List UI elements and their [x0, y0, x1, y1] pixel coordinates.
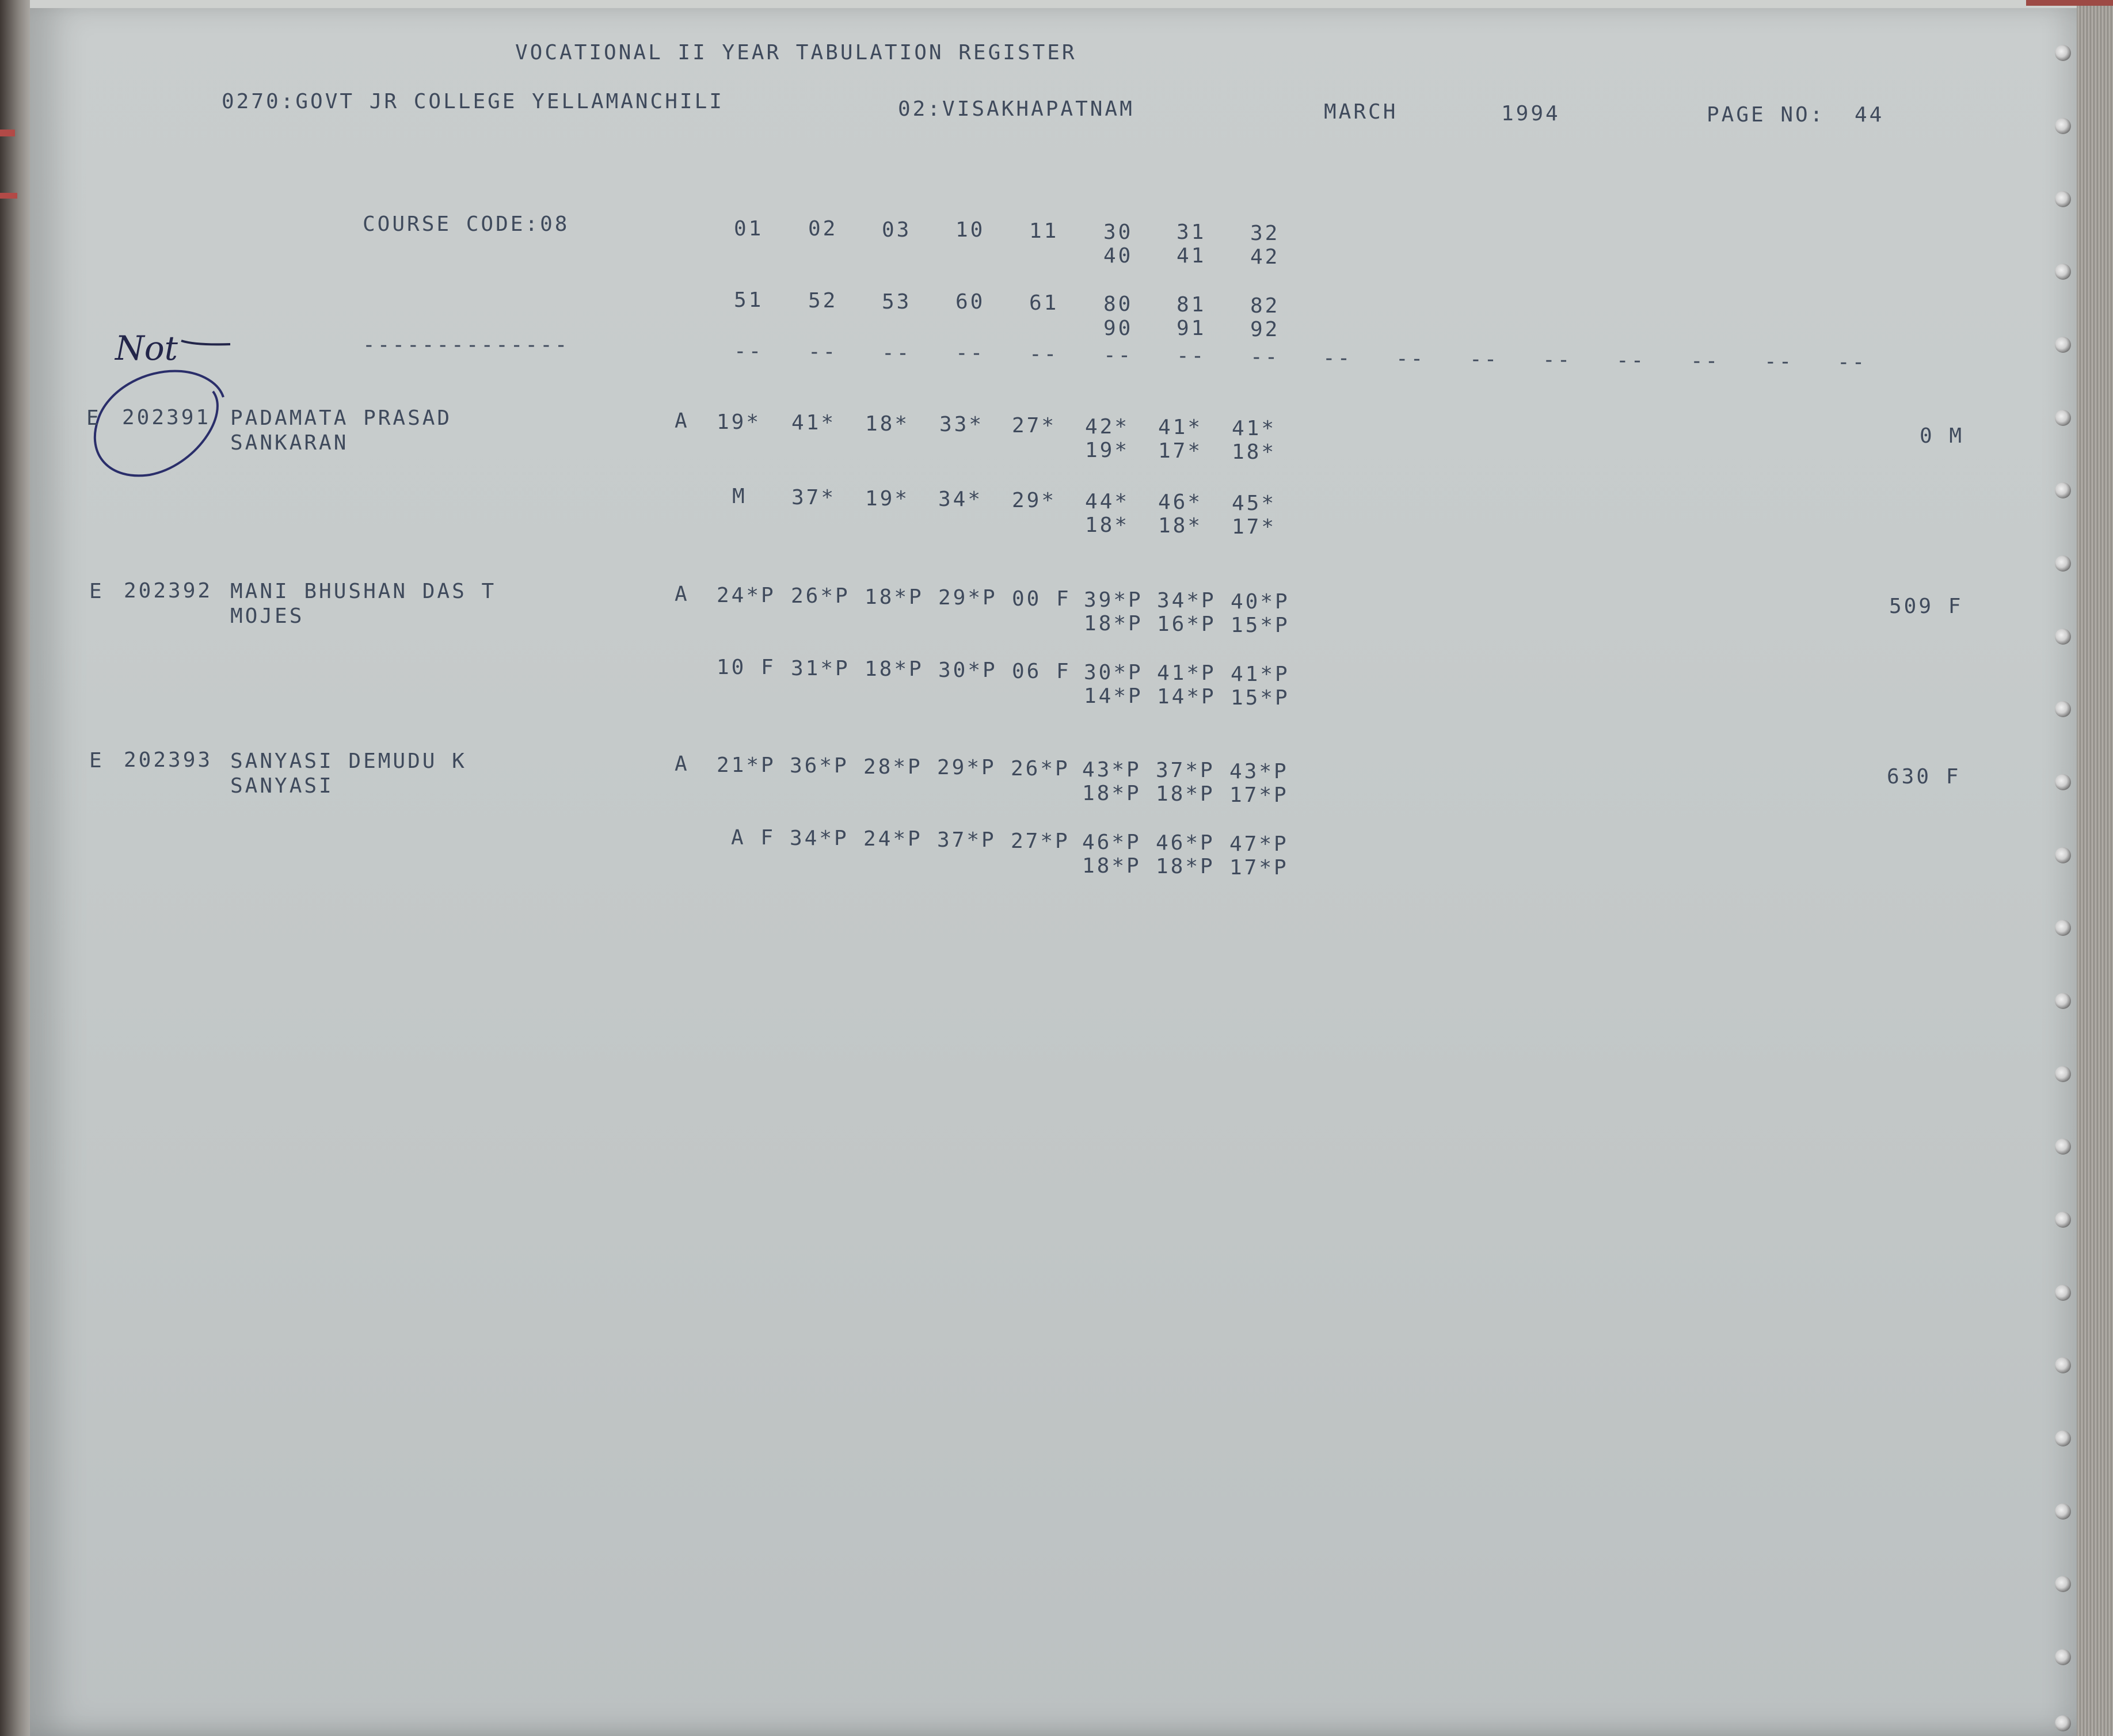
dash-cell: --	[1323, 347, 1353, 370]
dash-cell: --	[1250, 345, 1280, 369]
subject-code: 81	[1177, 293, 1206, 317]
mark-cell: 21*P	[717, 753, 776, 777]
mark-cell: 29*P	[937, 756, 996, 779]
binder-red-tab	[0, 193, 17, 199]
student-roll: 202391	[122, 406, 211, 429]
dash-cell: --	[734, 340, 764, 363]
dash-cell: --	[1837, 351, 1867, 374]
dash-cell: --	[808, 340, 838, 364]
mark-cell: 06 F	[1012, 660, 1071, 683]
subject-code: 90	[1103, 317, 1133, 340]
mark-cell: 40*P	[1231, 590, 1290, 614]
subject-code: 30	[1103, 220, 1133, 244]
dash-cell: --	[955, 341, 985, 365]
subject-code: 42	[1250, 245, 1280, 269]
subject-code: 60	[955, 290, 985, 314]
sprocket-hole	[2055, 482, 2071, 498]
student-name-line2: SANKARAN	[230, 431, 349, 455]
sprocket-hole	[2055, 993, 2071, 1009]
mark-cell: 24*P	[863, 827, 923, 851]
mark-cell: 18*	[1232, 440, 1277, 464]
mark-cell: 41*P	[1157, 661, 1216, 685]
subject-code: 03	[882, 218, 912, 242]
subject-code: 41	[1177, 244, 1206, 268]
college-name: 0270:GOVT JR COLLEGE YELLAMANCHILI	[222, 90, 724, 113]
mark-cell: 27*P	[1011, 829, 1070, 853]
binder-spine	[0, 0, 35, 1736]
mark-cell: 24*P	[717, 584, 776, 607]
mark-cell: 34*P	[790, 827, 849, 850]
mark-cell: 33*	[939, 413, 984, 436]
dash-cell: --	[1691, 349, 1720, 373]
student-total: 509 F	[1889, 595, 1963, 618]
sprocket-hole	[2055, 1285, 2071, 1301]
exam-month: MARCH	[1324, 100, 1398, 124]
dash-cell: --	[1396, 347, 1426, 371]
mark-cell: 17*P	[1229, 783, 1289, 807]
dash-cell: --	[1764, 350, 1794, 374]
subject-code: 91	[1177, 317, 1206, 340]
dash-cell: --	[1469, 348, 1499, 371]
mark-cell: 19*	[1085, 439, 1130, 462]
dash-cell: --	[1543, 348, 1573, 372]
marks-row-label: M	[732, 485, 747, 508]
dash-cell: --	[1029, 342, 1059, 366]
mark-cell: 18*P	[865, 657, 924, 681]
mark-cell: 18*P	[1084, 612, 1143, 635]
student-total: 0 M	[1920, 424, 1964, 448]
mark-cell: 18*	[865, 412, 910, 436]
mark-cell: 29*	[1012, 489, 1057, 512]
marks-row-label: A	[675, 409, 690, 433]
mark-cell: 46*	[1158, 490, 1203, 514]
subject-code: 52	[808, 289, 838, 313]
sprocket-hole	[2055, 264, 2071, 280]
subject-code: 92	[1250, 318, 1280, 341]
page-top-strip	[30, 0, 2079, 8]
sprocket-hole	[2055, 118, 2071, 134]
register-title: VOCATIONAL II YEAR TABULATION REGISTER	[515, 41, 1077, 64]
mark-cell: 43*P	[1082, 758, 1141, 782]
sprocket-hole	[2055, 337, 2071, 353]
sprocket-hole	[2055, 1576, 2071, 1592]
mark-cell: 31*P	[791, 657, 850, 680]
dash-cell: --	[882, 341, 912, 365]
mark-cell: 34*P	[1157, 589, 1216, 612]
mark-cell: 18*	[1085, 513, 1130, 537]
student-roll: 202393	[124, 748, 213, 772]
svg-text:Not: Not	[115, 329, 178, 368]
mark-cell: 17*P	[1229, 856, 1289, 880]
subject-code: 61	[1029, 291, 1059, 315]
subject-code: 40	[1103, 244, 1133, 268]
sprocket-hole	[2055, 191, 2071, 207]
mark-cell: 41*	[1232, 417, 1277, 440]
sprocket-hole	[2055, 1430, 2071, 1446]
mark-cell: 45*	[1232, 492, 1277, 515]
mark-cell: 17*	[1232, 515, 1277, 539]
subject-code: 53	[882, 290, 912, 314]
dash-cell: --	[1177, 344, 1206, 368]
mark-cell: 41*	[791, 411, 836, 435]
sprocket-hole	[2055, 1649, 2071, 1665]
exam-year: 1994	[1501, 102, 1560, 125]
dash-cell: --	[1103, 344, 1133, 367]
subject-code: 02	[808, 217, 838, 241]
student-name: SANYASI DEMUDU K	[230, 749, 467, 773]
mark-cell: 18*P	[1156, 782, 1215, 806]
mark-cell: 27*	[1012, 414, 1057, 437]
district-name: 02:VISAKHAPATNAM	[898, 97, 1134, 121]
sprocket-hole	[2055, 920, 2071, 936]
mark-cell: 43*P	[1229, 760, 1289, 783]
student-status: E	[89, 749, 104, 772]
student-name: PADAMATA PRASAD	[230, 406, 452, 430]
subject-code: 32	[1250, 222, 1280, 245]
mark-cell: 18*P	[1156, 855, 1215, 878]
mark-cell: 19*	[717, 410, 762, 434]
subject-code: 82	[1250, 294, 1280, 318]
sprocket-hole	[2055, 701, 2071, 717]
student-roll: 202392	[124, 579, 213, 603]
mark-cell: 26*P	[791, 584, 850, 608]
mark-cell: A F	[731, 826, 776, 850]
marks-row-label: A	[675, 583, 690, 606]
subject-code: 80	[1103, 292, 1133, 316]
sprocket-hole	[2055, 410, 2071, 426]
mark-cell: 10 F	[717, 656, 776, 679]
stacked-page-edges	[2077, 0, 2113, 1736]
mark-cell: 28*P	[863, 755, 923, 779]
ledger-red-edge	[2026, 0, 2113, 6]
student-name: MANI BHUSHAN DAS T	[230, 580, 497, 603]
course-code: COURSE CODE:08	[363, 212, 570, 236]
sprocket-hole	[2055, 1212, 2071, 1228]
student-total: 630 F	[1887, 765, 1961, 789]
mark-cell: 39*P	[1084, 588, 1143, 612]
sprocket-hole	[2055, 1715, 2071, 1731]
mark-cell: 36*P	[790, 754, 849, 778]
sprocket-hole	[2055, 45, 2071, 61]
mark-cell: 14*P	[1084, 684, 1143, 708]
mark-cell: 37*	[791, 486, 836, 509]
mark-cell: 46*P	[1082, 831, 1141, 854]
sprocket-hole	[2055, 1139, 2071, 1155]
mark-cell: 46*P	[1156, 831, 1215, 855]
page-number-label: PAGE NO:	[1707, 103, 1825, 127]
sprocket-hole	[2055, 1066, 2071, 1082]
page-number: 44	[1855, 103, 1884, 127]
sprocket-hole	[2055, 774, 2071, 790]
student-status: E	[86, 406, 101, 430]
mark-cell: 15*P	[1231, 686, 1290, 710]
mark-cell: 37*P	[1156, 759, 1215, 782]
mark-cell: 41*	[1158, 416, 1203, 439]
mark-cell: 26*P	[1011, 757, 1070, 781]
subject-code: 31	[1177, 220, 1206, 244]
mark-cell: 17*	[1158, 439, 1203, 463]
mark-cell: 47*P	[1229, 832, 1289, 856]
separator-rule: --------------	[363, 333, 570, 357]
marks-row-label: A	[675, 752, 690, 776]
mark-cell: 30*P	[1084, 661, 1143, 684]
binder-red-tab	[0, 130, 15, 136]
dash-cell: --	[1616, 349, 1646, 372]
mark-cell: 18*	[1158, 514, 1203, 538]
mark-cell: 18*P	[1082, 854, 1141, 878]
student-status: E	[89, 580, 104, 603]
mark-cell: 42*	[1085, 415, 1130, 439]
sprocket-hole	[2055, 847, 2071, 863]
mark-cell: 37*P	[937, 828, 996, 852]
sprocket-hole	[2055, 555, 2071, 572]
mark-cell: 14*P	[1157, 685, 1216, 709]
subject-code: 10	[955, 218, 985, 242]
subject-code: 01	[734, 217, 764, 241]
subject-code: 11	[1029, 219, 1059, 243]
mark-cell: 41*P	[1231, 663, 1290, 686]
mark-cell: 29*P	[938, 586, 998, 610]
mark-cell: 30*P	[938, 658, 998, 682]
sprocket-hole	[2055, 629, 2071, 645]
register-page	[30, 0, 2079, 1736]
student-name-line2: MOJES	[230, 604, 304, 628]
mark-cell: 34*	[938, 488, 983, 511]
student-name-line2: SANYASI	[230, 774, 334, 798]
mark-cell: 18*P	[1082, 782, 1141, 805]
mark-cell: 00 F	[1012, 587, 1071, 611]
subject-code: 51	[734, 288, 764, 312]
mark-cell: 19*	[865, 487, 910, 511]
mark-cell: 16*P	[1157, 612, 1216, 636]
sprocket-hole	[2055, 1503, 2071, 1520]
mark-cell: 44*	[1085, 490, 1130, 513]
mark-cell: 15*P	[1231, 614, 1290, 637]
sprocket-hole	[2055, 1357, 2071, 1373]
mark-cell: 18*P	[865, 585, 924, 609]
